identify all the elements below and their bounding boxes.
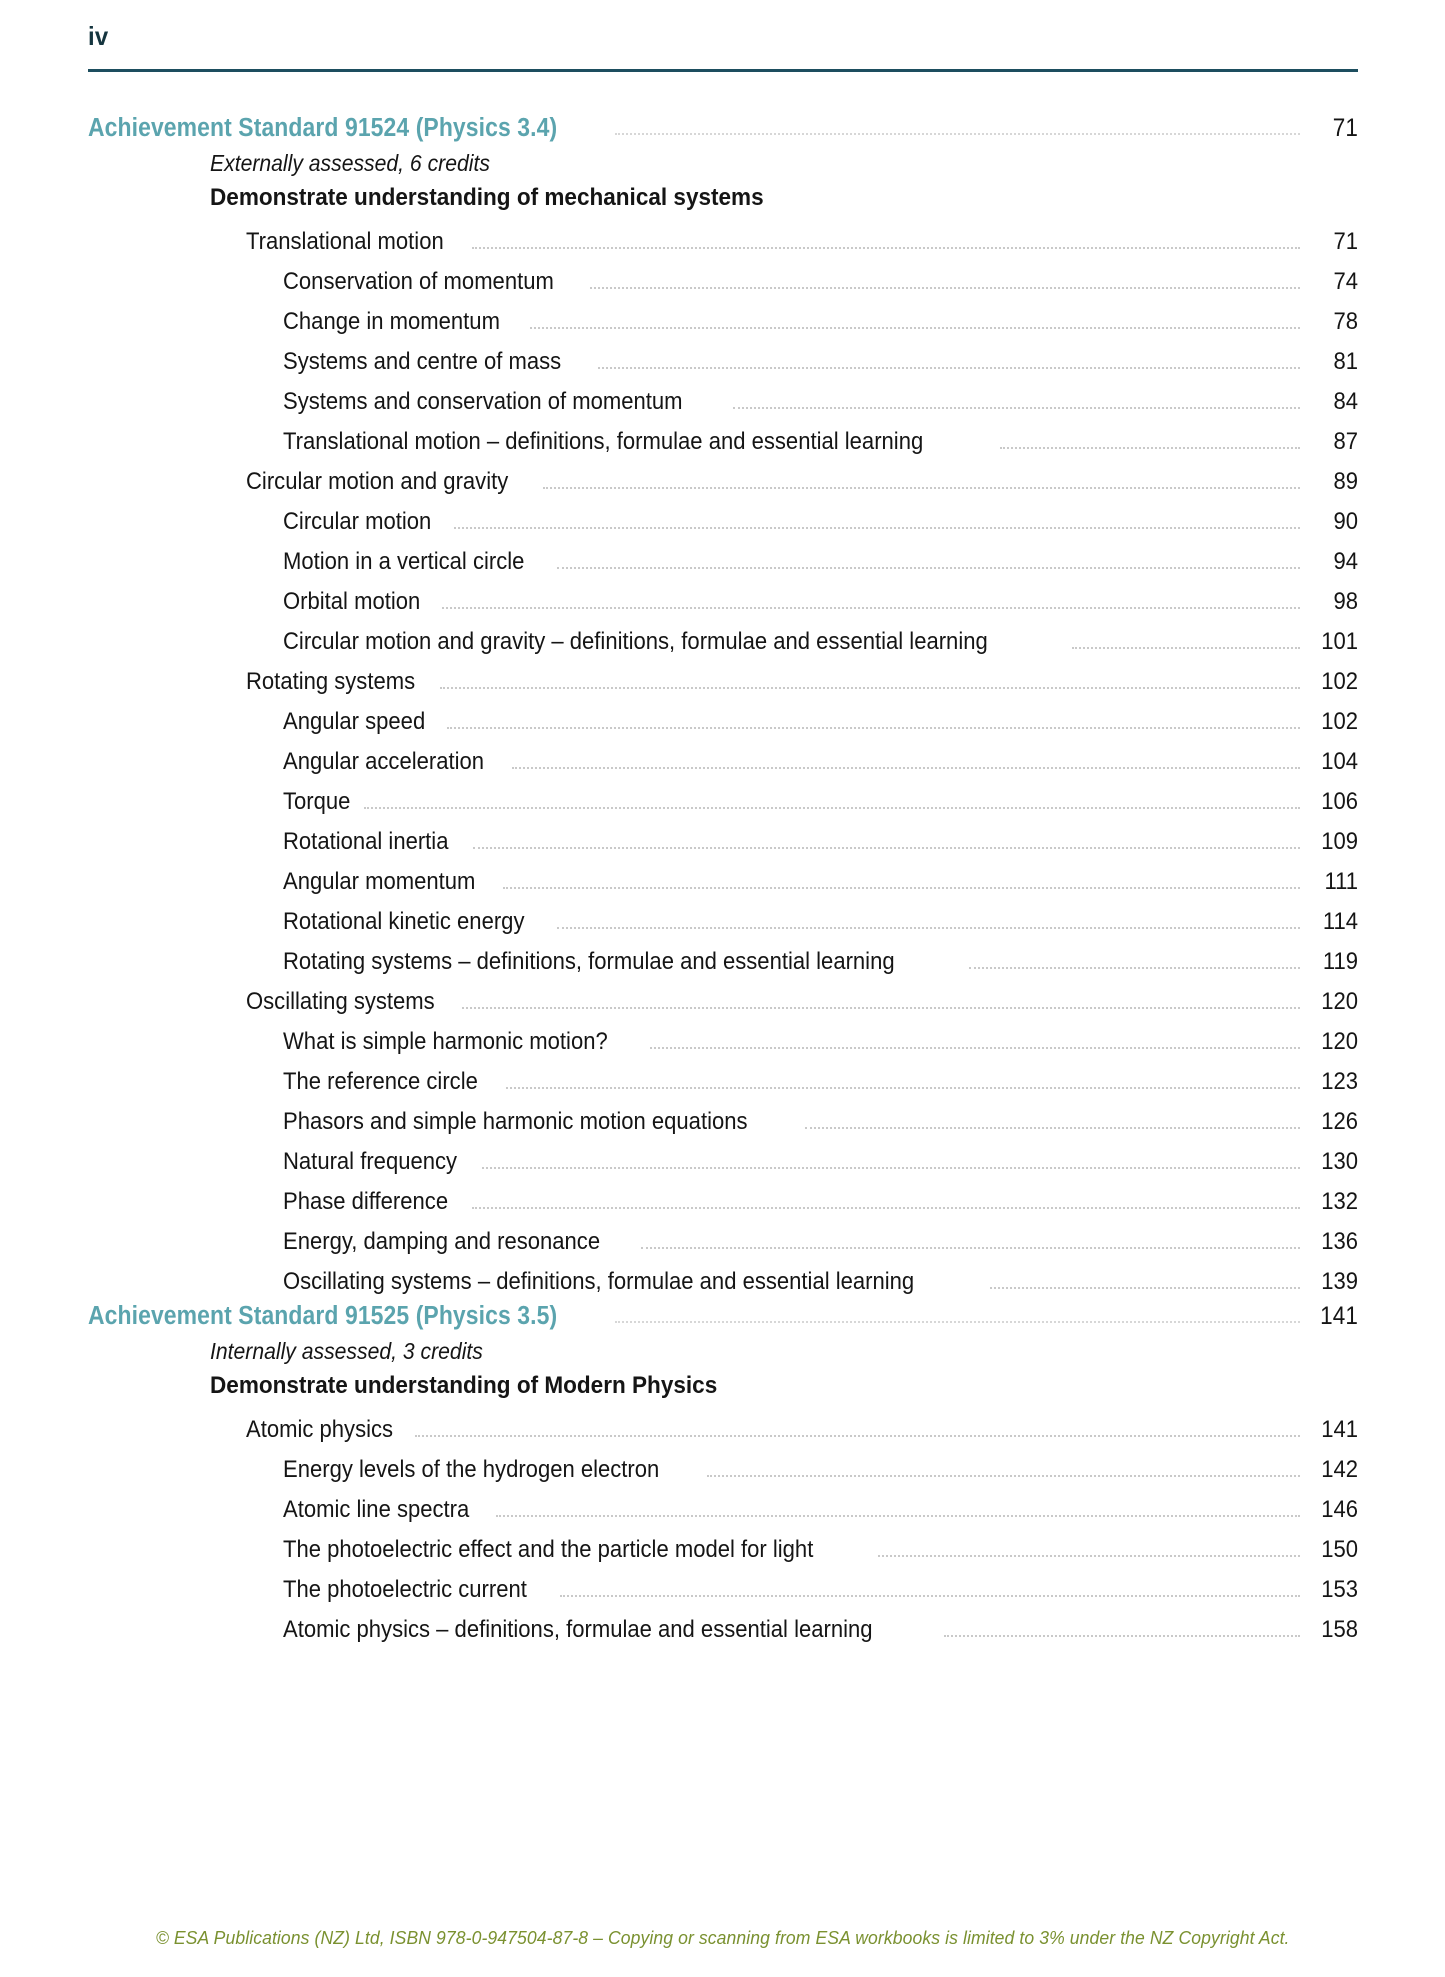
dot-leader [707, 1474, 1300, 1477]
achievement-standard-0-label: Achievement Standard 91524 (Physics 3.4) [88, 114, 558, 142]
table-of-contents [88, 108, 1358, 1648]
toc-subsection-0-13-row[interactable] [283, 736, 1358, 776]
page-footer [0, 1927, 1445, 1949]
achievement-standard-1-label: Achievement Standard 91525 (Physics 3.5) [88, 1302, 558, 1330]
toc-section-0-11-page-number: 102 [1321, 668, 1358, 695]
toc-subsection-0-5-label: Translational motion – definitions, formulae and essential learning [283, 428, 924, 455]
toc-subsection-0-16-label: Angular momentum [283, 868, 476, 895]
toc-subsection-0-24-page-number: 132 [1321, 1188, 1358, 1215]
dot-leader [442, 606, 1300, 609]
dot-leader [543, 486, 1300, 489]
dot-leader [530, 326, 1300, 329]
toc-subsection-0-14-row[interactable] [283, 776, 1358, 816]
toc-subsection-0-7-row[interactable] [283, 496, 1358, 536]
toc-section-0-6-label: Circular motion and gravity [246, 468, 509, 495]
dot-leader [496, 1514, 1300, 1517]
header-divider-rule [88, 69, 1358, 72]
dot-leader [472, 246, 1300, 249]
toc-subsection-1-1-label: Energy levels of the hydrogen electron [283, 1456, 660, 1483]
toc-subsection-1-2-label: Atomic line spectra [283, 1496, 470, 1523]
dot-leader [503, 886, 1300, 889]
dot-leader [650, 1046, 1300, 1049]
dot-leader [615, 132, 1300, 135]
toc-subsection-0-5-page-number: 87 [1333, 428, 1358, 455]
toc-subsection-0-3-page-number: 81 [1333, 348, 1358, 375]
toc-subsection-0-10-row[interactable] [283, 616, 1358, 656]
toc-subsection-0-16-page-number: 111 [1324, 868, 1358, 895]
toc-subsection-0-17-row[interactable] [283, 896, 1358, 936]
toc-subsection-0-24-row[interactable] [283, 1176, 1358, 1216]
dot-leader [944, 1634, 1300, 1637]
toc-subsection-0-15-label: Rotational inertia [283, 828, 449, 855]
toc-subsection-0-25-page-number: 136 [1321, 1228, 1358, 1255]
toc-subsection-0-22-row[interactable] [283, 1096, 1358, 1136]
toc-subsection-0-21-row[interactable] [283, 1056, 1358, 1096]
dot-leader [472, 1206, 1300, 1209]
copyright-notice: © ESA Publications (NZ) Ltd, ISBN 978-0-947504-87-8 – Copying or scanning from ESA workbooks is limited to 3% under the NZ Copyright Act. [155, 1927, 1290, 1948]
dot-leader [557, 926, 1300, 929]
toc-subsection-0-15-row[interactable] [283, 816, 1358, 856]
toc-subsection-0-18-label: Rotating systems – definitions, formulae and essential learning [283, 948, 895, 975]
toc-subsection-0-3-label: Systems and centre of mass [283, 348, 562, 375]
toc-subsection-0-4-row[interactable] [283, 376, 1358, 416]
toc-subsection-0-9-page-number: 98 [1333, 588, 1358, 615]
toc-subsection-0-7-page-number: 90 [1333, 508, 1358, 535]
toc-subsection-0-12-label: Angular speed [283, 708, 426, 735]
toc-section-0-19-label: Oscillating systems [246, 988, 435, 1015]
toc-subsection-0-7-label: Circular motion [283, 508, 432, 535]
dot-leader [454, 526, 1300, 529]
toc-subsection-0-23-label: Natural frequency [283, 1148, 458, 1175]
dot-leader [878, 1554, 1300, 1557]
page-header [88, 22, 1358, 72]
toc-section-0-6-row[interactable] [246, 456, 1358, 496]
standard-subtitle: Demonstrate understanding of mechanical systems [210, 184, 764, 211]
toc-subsection-0-12-page-number: 102 [1321, 708, 1358, 735]
toc-subsection-0-12-row[interactable] [283, 696, 1358, 736]
toc-subsection-0-21-page-number: 123 [1321, 1068, 1358, 1095]
toc-subsection-1-3-label: The photoelectric effect and the particle model for light [283, 1536, 814, 1563]
toc-subsection-0-14-page-number: 106 [1321, 788, 1358, 815]
achievement-standard-1-row[interactable] [88, 1302, 1358, 1331]
toc-subsection-0-2-page-number: 78 [1333, 308, 1358, 335]
toc-subsection-0-20-label: What is simple harmonic motion? [283, 1028, 608, 1055]
dot-leader [733, 406, 1300, 409]
toc-subsection-0-22-label: Phasors and simple harmonic motion equations [283, 1108, 748, 1135]
toc-section-1-0-label: Atomic physics [246, 1416, 394, 1443]
toc-subsection-0-4-label: Systems and conservation of momentum [283, 388, 683, 415]
dot-leader [1072, 646, 1300, 649]
toc-subsection-0-13-page-number: 104 [1321, 748, 1358, 775]
toc-subsection-0-20-page-number: 120 [1321, 1028, 1358, 1055]
toc-subsection-0-1-page-number: 74 [1333, 268, 1358, 295]
toc-subsection-0-17-page-number: 114 [1322, 908, 1358, 935]
dot-leader [805, 1126, 1300, 1129]
toc-subsection-0-2-row[interactable] [283, 296, 1358, 336]
dot-leader [641, 1246, 1300, 1249]
toc-section-0-11-label: Rotating systems [246, 668, 416, 695]
standard-subtitle: Demonstrate understanding of Modern Physics [210, 1372, 718, 1399]
toc-subsection-1-5-page-number: 158 [1321, 1616, 1358, 1643]
toc-subsection-0-5-row[interactable] [283, 416, 1358, 456]
toc-section-0-19-page-number: 120 [1321, 988, 1358, 1015]
dot-leader [590, 286, 1300, 289]
dot-leader [557, 566, 1300, 569]
toc-subsection-1-5-label: Atomic physics – definitions, formulae and essential learning [283, 1616, 873, 1643]
achievement-standard-1-page-number: 141 [1320, 1302, 1358, 1330]
toc-subsection-0-25-row[interactable] [283, 1216, 1358, 1256]
dot-leader [990, 1286, 1300, 1289]
toc-subsection-0-15-page-number: 109 [1321, 828, 1358, 855]
toc-subsection-0-17-label: Rotational kinetic energy [283, 908, 525, 935]
toc-subsection-1-3-row[interactable] [283, 1524, 1358, 1564]
toc-subsection-0-16-row[interactable] [283, 856, 1358, 896]
toc-subsection-0-26-label: Oscillating systems – definitions, formulae and essential learning [283, 1268, 915, 1295]
toc-subsection-0-8-page-number: 94 [1333, 548, 1358, 575]
toc-subsection-0-24-label: Phase difference [283, 1188, 449, 1215]
achievement-standard-block [88, 1302, 1358, 1644]
toc-subsection-0-10-page-number: 101 [1321, 628, 1358, 655]
dot-leader [462, 1006, 1300, 1009]
dot-leader [364, 806, 1300, 809]
toc-subsection-0-13-label: Angular acceleration [283, 748, 485, 775]
toc-subsection-0-8-row[interactable] [283, 536, 1358, 576]
toc-section-0-11-row[interactable] [246, 656, 1358, 696]
toc-subsection-1-4-label: The photoelectric current [283, 1576, 527, 1603]
toc-section-0-6-page-number: 89 [1333, 468, 1358, 495]
toc-section-0-0-row[interactable] [246, 216, 1358, 256]
toc-subsection-0-23-row[interactable] [283, 1136, 1358, 1176]
toc-subsection-0-3-row[interactable] [283, 336, 1358, 376]
toc-subsection-0-2-label: Change in momentum [283, 308, 500, 335]
toc-section-1-0-row[interactable] [246, 1404, 1358, 1444]
toc-subsection-0-4-page-number: 84 [1333, 388, 1358, 415]
toc-subsection-0-10-label: Circular motion and gravity – definitions, formulae and essential learning [283, 628, 988, 655]
toc-subsection-0-1-label: Conservation of momentum [283, 268, 554, 295]
toc-subsection-1-4-row[interactable] [283, 1564, 1358, 1604]
dot-leader [560, 1594, 1300, 1597]
dot-leader [482, 1166, 1300, 1169]
dot-leader [473, 846, 1300, 849]
toc-subsection-1-3-page-number: 150 [1321, 1536, 1358, 1563]
toc-subsection-0-9-label: Orbital motion [283, 588, 421, 615]
achievement-standard-0-page-number: 71 [1332, 114, 1358, 142]
toc-subsection-1-2-page-number: 146 [1321, 1496, 1358, 1523]
assessment-info: Internally assessed, 3 credits [210, 1338, 483, 1364]
toc-subsection-1-1-row[interactable] [283, 1444, 1358, 1484]
toc-subsection-0-26-page-number: 139 [1321, 1268, 1358, 1295]
toc-subsection-0-25-label: Energy, damping and resonance [283, 1228, 601, 1255]
achievement-standard-block [88, 114, 1358, 1296]
toc-section-0-0-page-number: 71 [1333, 228, 1358, 255]
dot-leader [447, 726, 1300, 729]
dot-leader [440, 686, 1300, 689]
toc-subsection-0-8-label: Motion in a vertical circle [283, 548, 525, 575]
toc-subsection-0-21-label: The reference circle [283, 1068, 478, 1095]
toc-section-0-19-row[interactable] [246, 976, 1358, 1016]
dot-leader [506, 1086, 1300, 1089]
toc-subsection-1-1-page-number: 142 [1321, 1456, 1358, 1483]
toc-subsection-1-5-row[interactable] [283, 1604, 1358, 1644]
toc-subsection-0-26-row[interactable] [283, 1256, 1358, 1296]
toc-subsection-0-20-row[interactable] [283, 1016, 1358, 1056]
toc-subsection-0-18-page-number: 119 [1322, 948, 1358, 975]
toc-section-1-0-page-number: 141 [1321, 1416, 1358, 1443]
dot-leader [615, 1320, 1300, 1323]
toc-subsection-0-18-row[interactable] [283, 936, 1358, 976]
dot-leader [415, 1434, 1300, 1437]
dot-leader [598, 366, 1300, 369]
toc-subsection-0-1-row[interactable] [283, 256, 1358, 296]
page-folio-number: iv [88, 21, 109, 51]
toc-subsection-0-22-page-number: 126 [1321, 1108, 1358, 1135]
toc-subsection-1-4-page-number: 153 [1321, 1576, 1358, 1603]
dot-leader [512, 766, 1300, 769]
dot-leader [1000, 446, 1300, 449]
dot-leader [969, 966, 1300, 969]
toc-subsection-0-14-label: Torque [283, 788, 351, 815]
toc-subsection-1-2-row[interactable] [283, 1484, 1358, 1524]
assessment-info: Externally assessed, 6 credits [210, 150, 490, 176]
toc-subsection-0-9-row[interactable] [283, 576, 1358, 616]
achievement-standard-0-row[interactable] [88, 114, 1358, 143]
toc-section-0-0-label: Translational motion [246, 228, 444, 255]
toc-subsection-0-23-page-number: 130 [1321, 1148, 1358, 1175]
